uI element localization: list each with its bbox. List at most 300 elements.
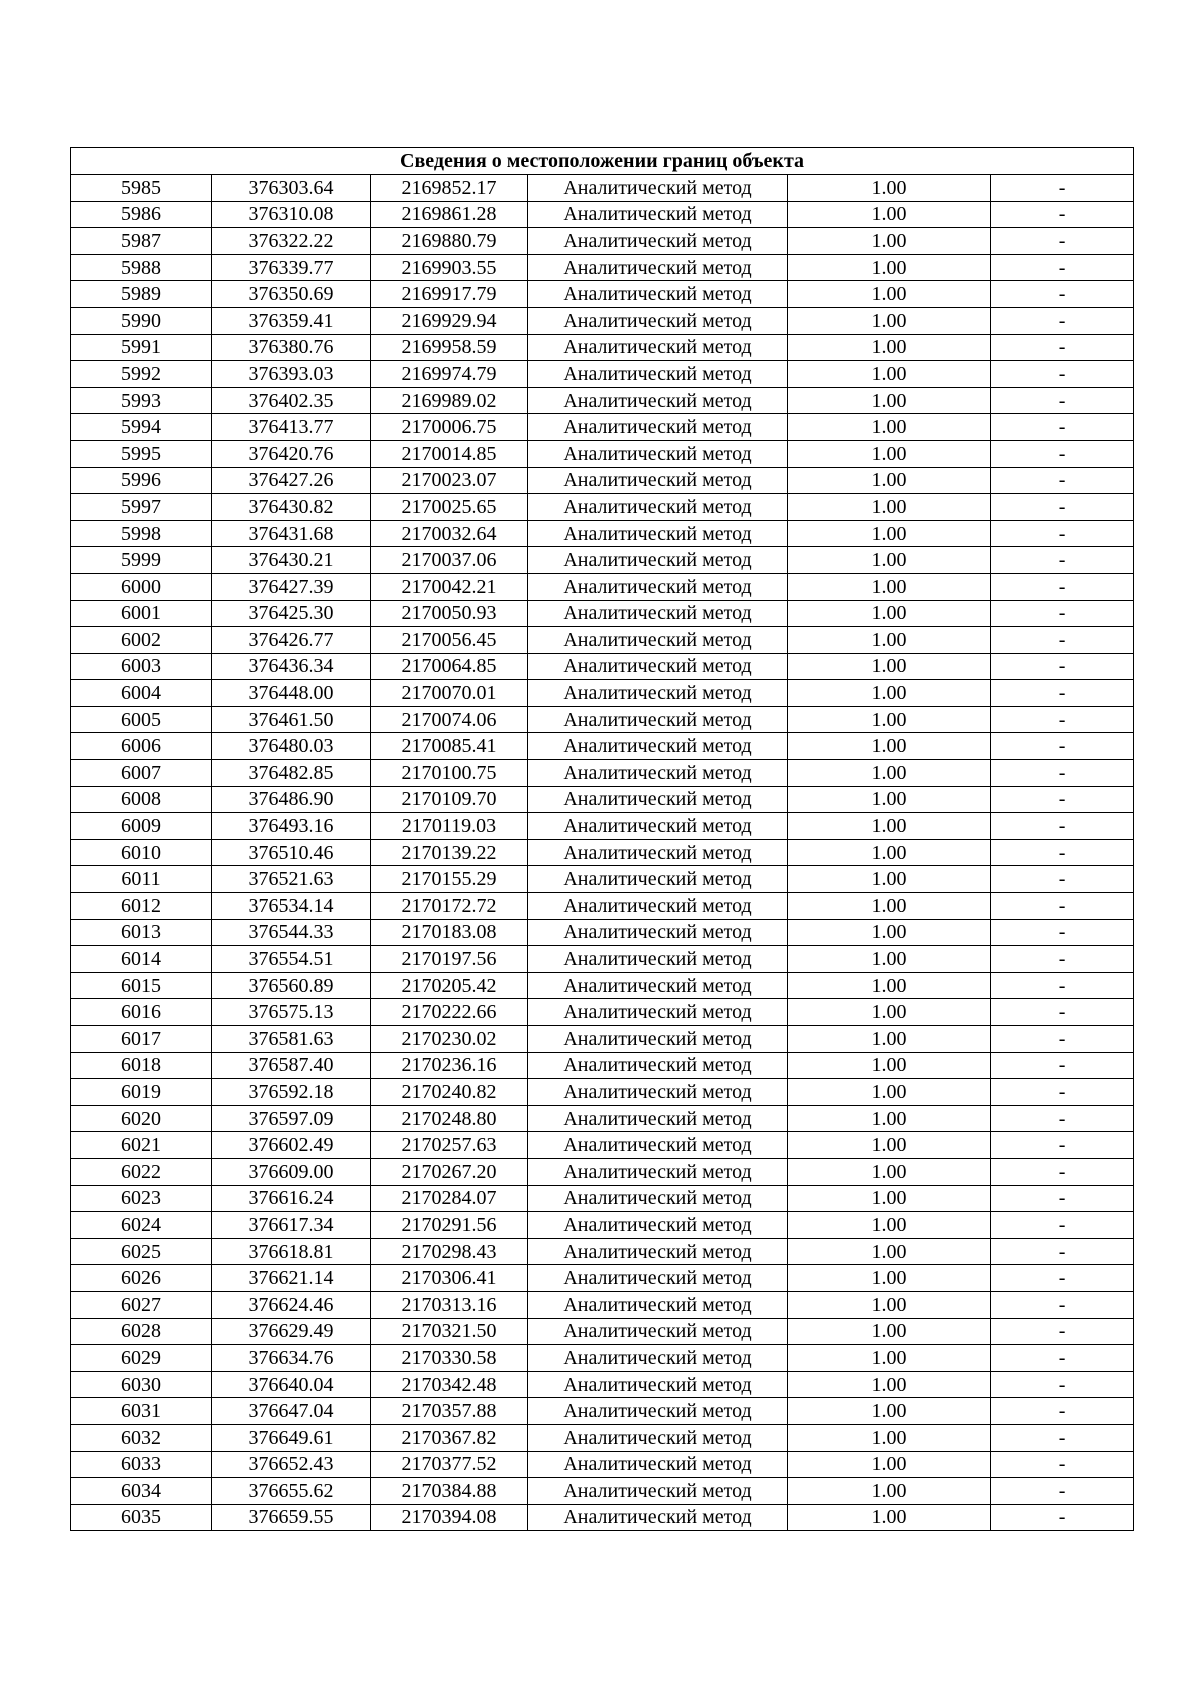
y-coordinate-cell: 2170205.42 [371, 972, 528, 999]
method-cell: Аналитический метод [528, 1398, 788, 1425]
x-coordinate-cell: 376486.90 [212, 786, 371, 813]
description-cell: - [991, 1026, 1134, 1053]
table-row [71, 760, 1134, 787]
method-cell: Аналитический метод [528, 919, 788, 946]
point-number-cell: 6003 [71, 653, 212, 680]
table-row [71, 653, 1134, 680]
x-coordinate-cell: 376303.64 [212, 175, 371, 202]
accuracy-cell: 1.00 [788, 813, 991, 840]
x-coordinate-cell: 376629.49 [212, 1318, 371, 1345]
method-cell: Аналитический метод [528, 387, 788, 414]
accuracy-cell: 1.00 [788, 600, 991, 627]
table-row [71, 307, 1134, 334]
table-row [71, 1026, 1134, 1053]
method-cell: Аналитический метод [528, 839, 788, 866]
accuracy-cell: 1.00 [788, 946, 991, 973]
point-number-cell: 5994 [71, 414, 212, 441]
description-cell: - [991, 1105, 1134, 1132]
point-number-cell: 6026 [71, 1265, 212, 1292]
description-cell: - [991, 467, 1134, 494]
point-number-cell: 6002 [71, 627, 212, 654]
method-cell: Аналитический метод [528, 760, 788, 787]
table-row [71, 175, 1134, 202]
x-coordinate-cell: 376413.77 [212, 414, 371, 441]
y-coordinate-cell: 2170085.41 [371, 733, 528, 760]
point-number-cell: 6013 [71, 919, 212, 946]
y-coordinate-cell: 2170394.08 [371, 1504, 528, 1531]
y-coordinate-cell: 2170037.06 [371, 547, 528, 574]
description-cell: - [991, 1238, 1134, 1265]
description-cell: - [991, 494, 1134, 521]
point-number-cell: 6028 [71, 1318, 212, 1345]
table-row [71, 1238, 1134, 1265]
y-coordinate-cell: 2170197.56 [371, 946, 528, 973]
description-cell: - [991, 414, 1134, 441]
x-coordinate-cell: 376647.04 [212, 1398, 371, 1425]
table-row [71, 520, 1134, 547]
table-row [71, 201, 1134, 228]
x-coordinate-cell: 376544.33 [212, 919, 371, 946]
description-cell: - [991, 866, 1134, 893]
table-row [71, 706, 1134, 733]
table-row [71, 1504, 1134, 1531]
table-row [71, 228, 1134, 255]
description-cell: - [991, 653, 1134, 680]
method-cell: Аналитический метод [528, 706, 788, 733]
point-number-cell: 6023 [71, 1185, 212, 1212]
accuracy-cell: 1.00 [788, 733, 991, 760]
point-number-cell: 5993 [71, 387, 212, 414]
y-coordinate-cell: 2169880.79 [371, 228, 528, 255]
method-cell: Аналитический метод [528, 1504, 788, 1531]
point-number-cell: 5997 [71, 494, 212, 521]
table-row [71, 1318, 1134, 1345]
x-coordinate-cell: 376581.63 [212, 1026, 371, 1053]
method-cell: Аналитический метод [528, 254, 788, 281]
y-coordinate-cell: 2170139.22 [371, 839, 528, 866]
table-row [71, 839, 1134, 866]
accuracy-cell: 1.00 [788, 919, 991, 946]
x-coordinate-cell: 376624.46 [212, 1291, 371, 1318]
point-number-cell: 6007 [71, 760, 212, 787]
x-coordinate-cell: 376617.34 [212, 1212, 371, 1239]
point-number-cell: 6019 [71, 1079, 212, 1106]
point-number-cell: 6024 [71, 1212, 212, 1239]
method-cell: Аналитический метод [528, 1424, 788, 1451]
point-number-cell: 6030 [71, 1371, 212, 1398]
description-cell: - [991, 1504, 1134, 1531]
x-coordinate-cell: 376510.46 [212, 839, 371, 866]
x-coordinate-cell: 376534.14 [212, 893, 371, 920]
method-cell: Аналитический метод [528, 786, 788, 813]
description-cell: - [991, 175, 1134, 202]
point-number-cell: 5989 [71, 281, 212, 308]
method-cell: Аналитический метод [528, 281, 788, 308]
method-cell: Аналитический метод [528, 547, 788, 574]
y-coordinate-cell: 2169852.17 [371, 175, 528, 202]
x-coordinate-cell: 376554.51 [212, 946, 371, 973]
y-coordinate-cell: 2170050.93 [371, 600, 528, 627]
point-number-cell: 5996 [71, 467, 212, 494]
method-cell: Аналитический метод [528, 680, 788, 707]
point-number-cell: 6031 [71, 1398, 212, 1425]
point-number-cell: 6014 [71, 946, 212, 973]
method-cell: Аналитический метод [528, 1451, 788, 1478]
accuracy-cell: 1.00 [788, 1212, 991, 1239]
x-coordinate-cell: 376609.00 [212, 1158, 371, 1185]
description-cell: - [991, 813, 1134, 840]
method-cell: Аналитический метод [528, 1265, 788, 1292]
y-coordinate-cell: 2169929.94 [371, 307, 528, 334]
table-row [71, 467, 1134, 494]
description-cell: - [991, 1345, 1134, 1372]
accuracy-cell: 1.00 [788, 281, 991, 308]
description-cell: - [991, 201, 1134, 228]
accuracy-cell: 1.00 [788, 1504, 991, 1531]
point-number-cell: 6032 [71, 1424, 212, 1451]
table-row [71, 600, 1134, 627]
table-row [71, 1371, 1134, 1398]
table-row [71, 680, 1134, 707]
x-coordinate-cell: 376652.43 [212, 1451, 371, 1478]
accuracy-cell: 1.00 [788, 1398, 991, 1425]
method-cell: Аналитический метод [528, 1079, 788, 1106]
table-row [71, 813, 1134, 840]
point-number-cell: 6004 [71, 680, 212, 707]
description-cell: - [991, 1478, 1134, 1505]
accuracy-cell: 1.00 [788, 1079, 991, 1106]
point-number-cell: 5990 [71, 307, 212, 334]
description-cell: - [991, 573, 1134, 600]
y-coordinate-cell: 2170014.85 [371, 440, 528, 467]
accuracy-cell: 1.00 [788, 1026, 991, 1053]
point-number-cell: 6006 [71, 733, 212, 760]
accuracy-cell: 1.00 [788, 1105, 991, 1132]
accuracy-cell: 1.00 [788, 1451, 991, 1478]
y-coordinate-cell: 2170056.45 [371, 627, 528, 654]
accuracy-cell: 1.00 [788, 1478, 991, 1505]
description-cell: - [991, 893, 1134, 920]
method-cell: Аналитический метод [528, 1105, 788, 1132]
accuracy-cell: 1.00 [788, 175, 991, 202]
table-row [71, 1265, 1134, 1292]
table-row [71, 999, 1134, 1026]
table-row [71, 1079, 1134, 1106]
method-cell: Аналитический метод [528, 307, 788, 334]
accuracy-cell: 1.00 [788, 1185, 991, 1212]
x-coordinate-cell: 376425.30 [212, 600, 371, 627]
y-coordinate-cell: 2170236.16 [371, 1052, 528, 1079]
method-cell: Аналитический метод [528, 1291, 788, 1318]
description-cell: - [991, 547, 1134, 574]
description-cell: - [991, 1318, 1134, 1345]
accuracy-cell: 1.00 [788, 573, 991, 600]
x-coordinate-cell: 376482.85 [212, 760, 371, 787]
point-number-cell: 6000 [71, 573, 212, 600]
point-number-cell: 6008 [71, 786, 212, 813]
y-coordinate-cell: 2170248.80 [371, 1105, 528, 1132]
method-cell: Аналитический метод [528, 627, 788, 654]
x-coordinate-cell: 376359.41 [212, 307, 371, 334]
point-number-cell: 6009 [71, 813, 212, 840]
description-cell: - [991, 361, 1134, 388]
y-coordinate-cell: 2170291.56 [371, 1212, 528, 1239]
x-coordinate-cell: 376634.76 [212, 1345, 371, 1372]
y-coordinate-cell: 2170377.52 [371, 1451, 528, 1478]
table-row [71, 946, 1134, 973]
y-coordinate-cell: 2170330.58 [371, 1345, 528, 1372]
x-coordinate-cell: 376560.89 [212, 972, 371, 999]
y-coordinate-cell: 2170100.75 [371, 760, 528, 787]
description-cell: - [991, 334, 1134, 361]
y-coordinate-cell: 2170306.41 [371, 1265, 528, 1292]
method-cell: Аналитический метод [528, 334, 788, 361]
point-number-cell: 6020 [71, 1105, 212, 1132]
point-number-cell: 6029 [71, 1345, 212, 1372]
table-row [71, 1185, 1134, 1212]
accuracy-cell: 1.00 [788, 653, 991, 680]
y-coordinate-cell: 2169903.55 [371, 254, 528, 281]
description-cell: - [991, 919, 1134, 946]
x-coordinate-cell: 376640.04 [212, 1371, 371, 1398]
point-number-cell: 5992 [71, 361, 212, 388]
table-row [71, 387, 1134, 414]
method-cell: Аналитический метод [528, 999, 788, 1026]
point-number-cell: 5995 [71, 440, 212, 467]
point-number-cell: 6017 [71, 1026, 212, 1053]
point-number-cell: 5987 [71, 228, 212, 255]
table-title-row [71, 148, 1134, 175]
method-cell: Аналитический метод [528, 1318, 788, 1345]
method-cell: Аналитический метод [528, 733, 788, 760]
x-coordinate-cell: 376339.77 [212, 254, 371, 281]
description-cell: - [991, 1212, 1134, 1239]
accuracy-cell: 1.00 [788, 1345, 991, 1372]
table-row [71, 1052, 1134, 1079]
x-coordinate-cell: 376448.00 [212, 680, 371, 707]
method-cell: Аналитический метод [528, 1478, 788, 1505]
method-cell: Аналитический метод [528, 1212, 788, 1239]
accuracy-cell: 1.00 [788, 307, 991, 334]
x-coordinate-cell: 376310.08 [212, 201, 371, 228]
accuracy-cell: 1.00 [788, 1371, 991, 1398]
y-coordinate-cell: 2170284.07 [371, 1185, 528, 1212]
x-coordinate-cell: 376521.63 [212, 866, 371, 893]
method-cell: Аналитический метод [528, 1185, 788, 1212]
description-cell: - [991, 1158, 1134, 1185]
table-row [71, 866, 1134, 893]
accuracy-cell: 1.00 [788, 893, 991, 920]
description-cell: - [991, 706, 1134, 733]
method-cell: Аналитический метод [528, 414, 788, 441]
description-cell: - [991, 1451, 1134, 1478]
accuracy-cell: 1.00 [788, 228, 991, 255]
description-cell: - [991, 1398, 1134, 1425]
description-cell: - [991, 1291, 1134, 1318]
method-cell: Аналитический метод [528, 175, 788, 202]
table-row [71, 1478, 1134, 1505]
y-coordinate-cell: 2170064.85 [371, 653, 528, 680]
accuracy-cell: 1.00 [788, 1265, 991, 1292]
method-cell: Аналитический метод [528, 228, 788, 255]
point-number-cell: 6012 [71, 893, 212, 920]
description-cell: - [991, 733, 1134, 760]
point-number-cell: 5998 [71, 520, 212, 547]
method-cell: Аналитический метод [528, 946, 788, 973]
table-row [71, 440, 1134, 467]
method-cell: Аналитический метод [528, 520, 788, 547]
accuracy-cell: 1.00 [788, 494, 991, 521]
y-coordinate-cell: 2169974.79 [371, 361, 528, 388]
description-cell: - [991, 520, 1134, 547]
table-row [71, 919, 1134, 946]
table-row [71, 627, 1134, 654]
method-cell: Аналитический метод [528, 440, 788, 467]
point-number-cell: 6035 [71, 1504, 212, 1531]
description-cell: - [991, 1371, 1134, 1398]
table-row [71, 494, 1134, 521]
y-coordinate-cell: 2170006.75 [371, 414, 528, 441]
y-coordinate-cell: 2170321.50 [371, 1318, 528, 1345]
method-cell: Аналитический метод [528, 1371, 788, 1398]
accuracy-cell: 1.00 [788, 1291, 991, 1318]
table-row [71, 547, 1134, 574]
y-coordinate-cell: 2170367.82 [371, 1424, 528, 1451]
x-coordinate-cell: 376393.03 [212, 361, 371, 388]
description-cell: - [991, 387, 1134, 414]
point-number-cell: 6001 [71, 600, 212, 627]
description-cell: - [991, 760, 1134, 787]
method-cell: Аналитический метод [528, 1026, 788, 1053]
x-coordinate-cell: 376587.40 [212, 1052, 371, 1079]
method-cell: Аналитический метод [528, 1052, 788, 1079]
boundary-coordinates-table [70, 147, 1134, 1531]
method-cell: Аналитический метод [528, 467, 788, 494]
point-number-cell: 5988 [71, 254, 212, 281]
accuracy-cell: 1.00 [788, 999, 991, 1026]
x-coordinate-cell: 376659.55 [212, 1504, 371, 1531]
table-row [71, 786, 1134, 813]
description-cell: - [991, 600, 1134, 627]
accuracy-cell: 1.00 [788, 760, 991, 787]
method-cell: Аналитический метод [528, 600, 788, 627]
table-row [71, 733, 1134, 760]
accuracy-cell: 1.00 [788, 254, 991, 281]
y-coordinate-cell: 2170032.64 [371, 520, 528, 547]
y-coordinate-cell: 2170313.16 [371, 1291, 528, 1318]
method-cell: Аналитический метод [528, 1158, 788, 1185]
description-cell: - [991, 281, 1134, 308]
table-row [71, 1424, 1134, 1451]
description-cell: - [991, 786, 1134, 813]
table-title: Сведения о местоположении границ объекта [71, 148, 1134, 175]
y-coordinate-cell: 2170257.63 [371, 1132, 528, 1159]
y-coordinate-cell: 2170267.20 [371, 1158, 528, 1185]
y-coordinate-cell: 2170222.66 [371, 999, 528, 1026]
accuracy-cell: 1.00 [788, 680, 991, 707]
description-cell: - [991, 999, 1134, 1026]
x-coordinate-cell: 376427.39 [212, 573, 371, 600]
x-coordinate-cell: 376350.69 [212, 281, 371, 308]
x-coordinate-cell: 376426.77 [212, 627, 371, 654]
point-number-cell: 6005 [71, 706, 212, 733]
description-cell: - [991, 839, 1134, 866]
point-number-cell: 6025 [71, 1238, 212, 1265]
description-cell: - [991, 1265, 1134, 1292]
accuracy-cell: 1.00 [788, 467, 991, 494]
method-cell: Аналитический метод [528, 813, 788, 840]
x-coordinate-cell: 376430.21 [212, 547, 371, 574]
y-coordinate-cell: 2169989.02 [371, 387, 528, 414]
point-number-cell: 6027 [71, 1291, 212, 1318]
y-coordinate-cell: 2170357.88 [371, 1398, 528, 1425]
x-coordinate-cell: 376436.34 [212, 653, 371, 680]
x-coordinate-cell: 376461.50 [212, 706, 371, 733]
description-cell: - [991, 972, 1134, 999]
accuracy-cell: 1.00 [788, 334, 991, 361]
accuracy-cell: 1.00 [788, 414, 991, 441]
description-cell: - [991, 228, 1134, 255]
point-number-cell: 5986 [71, 201, 212, 228]
method-cell: Аналитический метод [528, 494, 788, 521]
accuracy-cell: 1.00 [788, 440, 991, 467]
method-cell: Аналитический метод [528, 201, 788, 228]
x-coordinate-cell: 376655.62 [212, 1478, 371, 1505]
x-coordinate-cell: 376649.61 [212, 1424, 371, 1451]
x-coordinate-cell: 376420.76 [212, 440, 371, 467]
y-coordinate-cell: 2170230.02 [371, 1026, 528, 1053]
y-coordinate-cell: 2170042.21 [371, 573, 528, 600]
table-row [71, 1345, 1134, 1372]
table-row [71, 361, 1134, 388]
accuracy-cell: 1.00 [788, 627, 991, 654]
accuracy-cell: 1.00 [788, 387, 991, 414]
point-number-cell: 6022 [71, 1158, 212, 1185]
x-coordinate-cell: 376431.68 [212, 520, 371, 547]
description-cell: - [991, 1079, 1134, 1106]
point-number-cell: 6010 [71, 839, 212, 866]
description-cell: - [991, 680, 1134, 707]
method-cell: Аналитический метод [528, 893, 788, 920]
description-cell: - [991, 1424, 1134, 1451]
y-coordinate-cell: 2170342.48 [371, 1371, 528, 1398]
description-cell: - [991, 1132, 1134, 1159]
accuracy-cell: 1.00 [788, 1424, 991, 1451]
table-row [71, 573, 1134, 600]
x-coordinate-cell: 376322.22 [212, 228, 371, 255]
y-coordinate-cell: 2170155.29 [371, 866, 528, 893]
description-cell: - [991, 254, 1134, 281]
y-coordinate-cell: 2169861.28 [371, 201, 528, 228]
accuracy-cell: 1.00 [788, 866, 991, 893]
table-row [71, 972, 1134, 999]
table-row [71, 1291, 1134, 1318]
y-coordinate-cell: 2170119.03 [371, 813, 528, 840]
x-coordinate-cell: 376430.82 [212, 494, 371, 521]
x-coordinate-cell: 376621.14 [212, 1265, 371, 1292]
table-row [71, 414, 1134, 441]
point-number-cell: 5991 [71, 334, 212, 361]
point-number-cell: 6011 [71, 866, 212, 893]
table-row [71, 1212, 1134, 1239]
description-cell: - [991, 1185, 1134, 1212]
method-cell: Аналитический метод [528, 1345, 788, 1372]
table-row [71, 1158, 1134, 1185]
y-coordinate-cell: 2170298.43 [371, 1238, 528, 1265]
accuracy-cell: 1.00 [788, 1318, 991, 1345]
accuracy-cell: 1.00 [788, 1158, 991, 1185]
accuracy-cell: 1.00 [788, 1052, 991, 1079]
